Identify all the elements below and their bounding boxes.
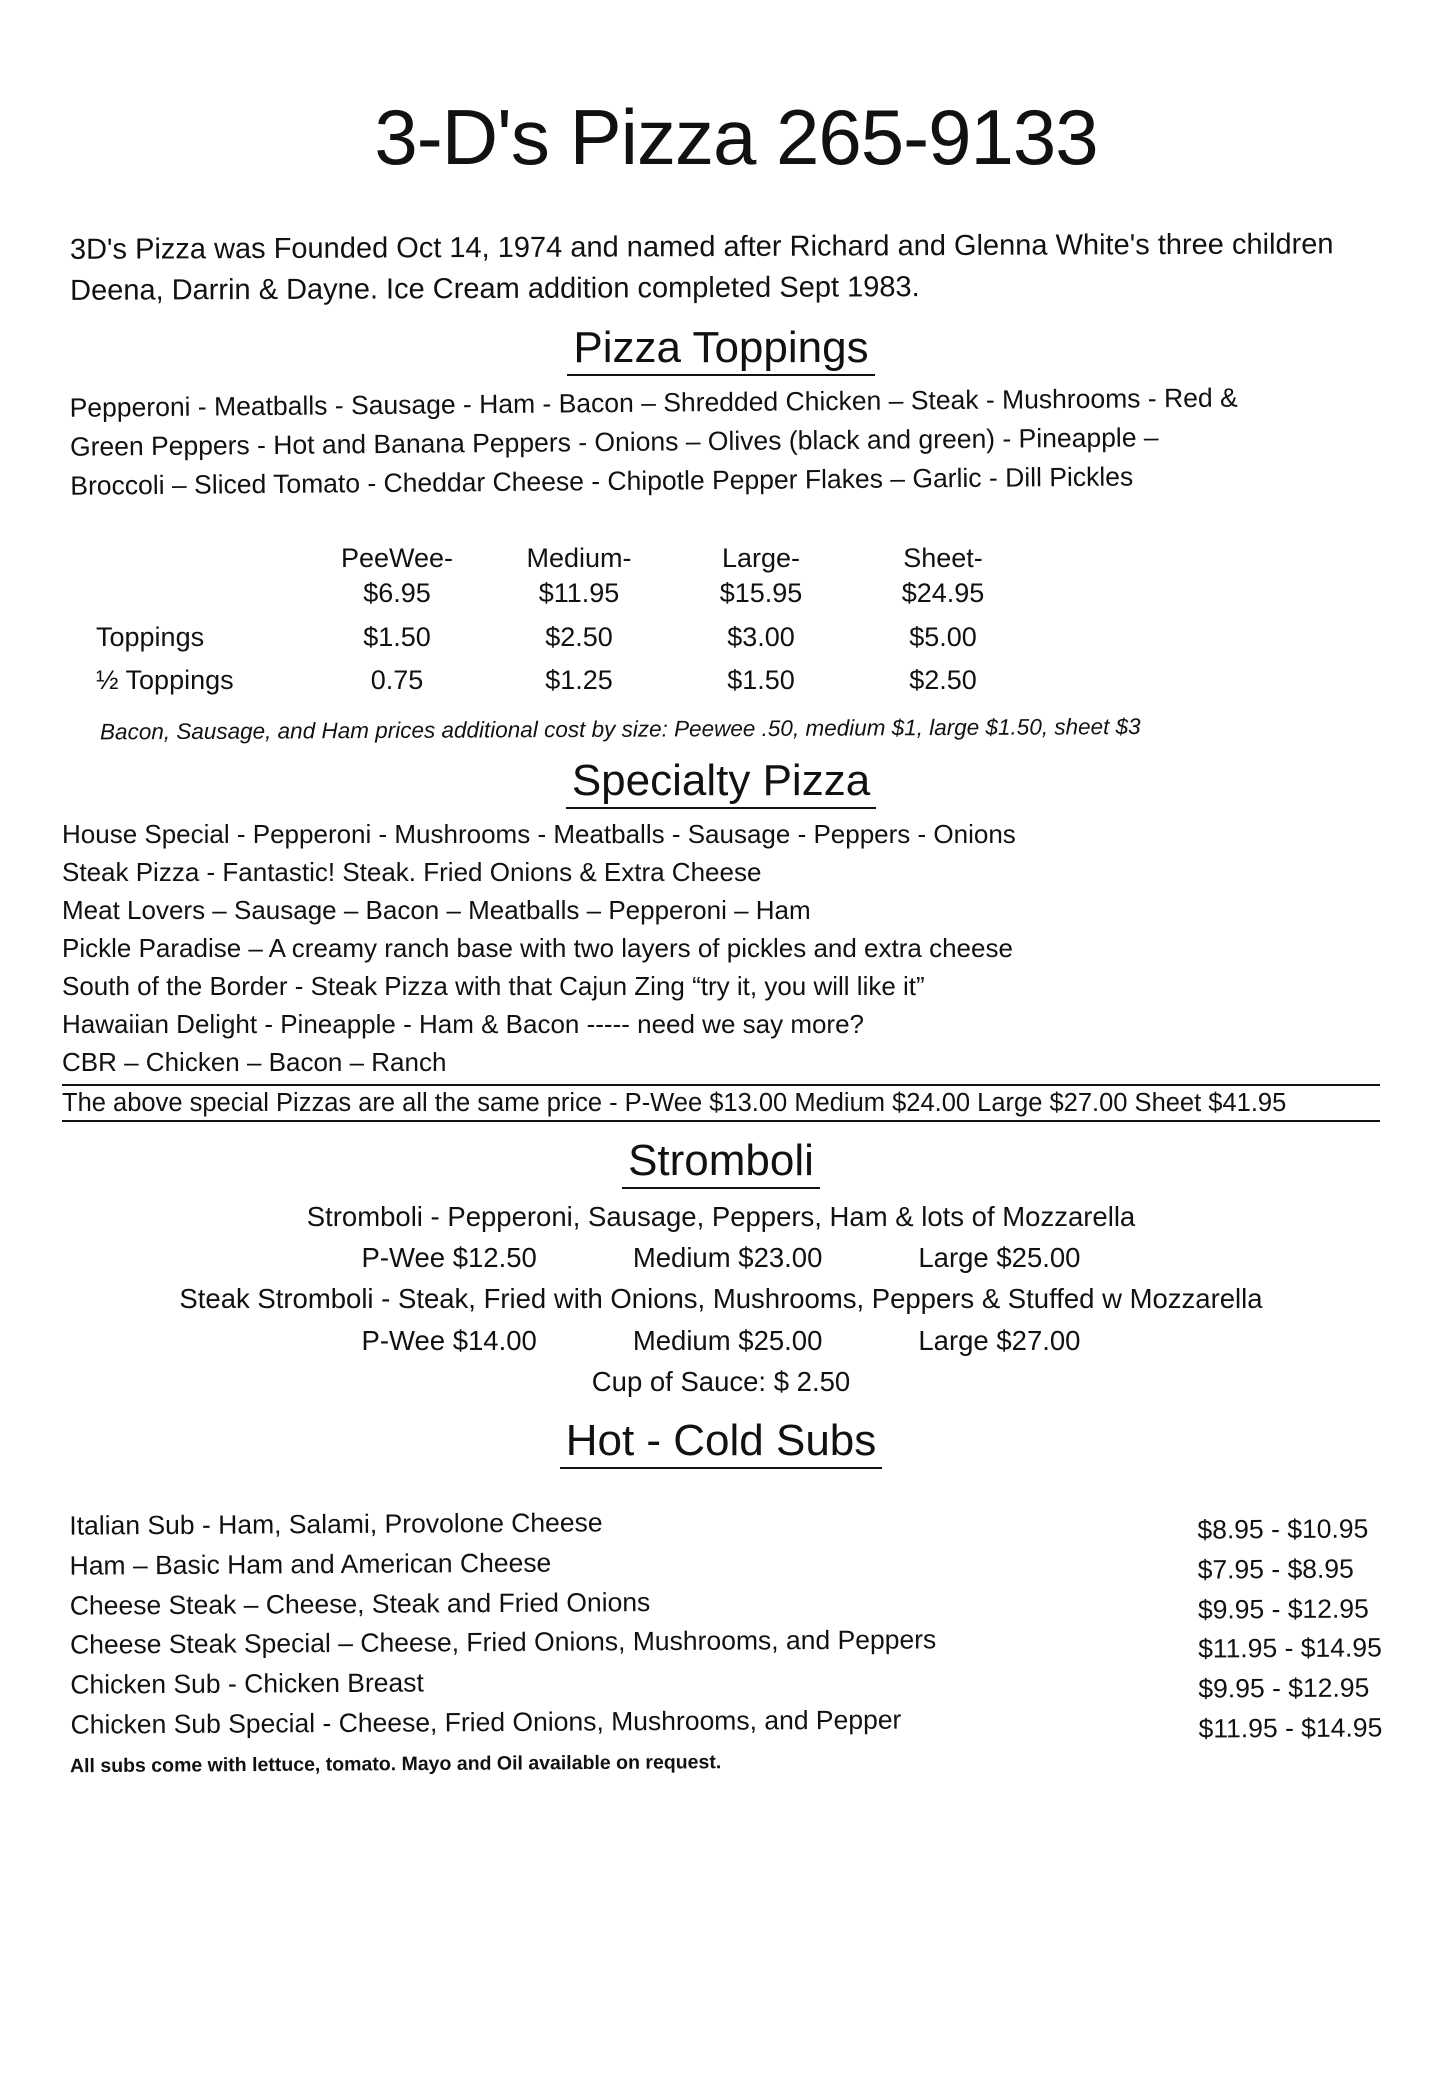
price-value: $7.95 - $8.95 xyxy=(1197,1553,1355,1585)
list-item: Meat Lovers – Sausage – Bacon – Meatballs – Pepperoni – Ham xyxy=(62,895,811,925)
list-item: CBR – Chicken – Bacon – Ranch xyxy=(62,1046,447,1077)
subs-name-column xyxy=(69,1501,937,1751)
cell-half-toppings-peewee: 0.75 xyxy=(370,665,424,696)
size-price: $15.95 xyxy=(719,577,803,608)
cup-of-sauce-price: Cup of Sauce: $ 2.50 xyxy=(591,1365,851,1397)
section-heading-hot-cold-subs-label: Hot - Cold Subs xyxy=(560,1416,883,1469)
stromboli-item-1-description: Stromboli - Pepperoni, Sausage, Peppers, Ham & lots of Mozzarella xyxy=(306,1200,1136,1232)
size-price: $11.95 xyxy=(538,577,620,608)
section-heading-specialty-pizza xyxy=(0,756,1442,806)
size-name: Large- xyxy=(721,543,801,573)
price-medium: Medium $23.00 xyxy=(632,1242,823,1274)
subs-footnote: All subs come with lettuce, tomato. Mayo and Oil available on request. xyxy=(69,1750,722,1777)
row-label-half-toppings: ½ Toppings xyxy=(96,665,234,696)
price-value: $11.95 - $14.95 xyxy=(1198,1632,1383,1664)
list-item: Steak Pizza - Fantastic! Steak. Fried Onions & Extra Cheese xyxy=(62,857,762,888)
cell-toppings-medium: $2.50 xyxy=(545,622,613,653)
menu-page xyxy=(0,92,1442,2092)
row-label-toppings: Toppings xyxy=(96,622,205,653)
toppings-line: Pepperoni - Meatballs - Sausage - Ham - Bacon – Shredded Chicken – Steak - Mushrooms - Red & xyxy=(69,382,1238,424)
table-row xyxy=(80,616,1034,659)
section-heading-pizza-toppings xyxy=(0,323,1442,373)
table-corner-cell xyxy=(80,535,306,616)
section-heading-hot-cold-subs xyxy=(0,1416,1442,1466)
price-value: $9.95 - $12.95 xyxy=(1198,1672,1370,1704)
list-item: Pickle Paradise – A creamy ranch base with two layers of pickles and extra cheese xyxy=(62,932,1013,963)
topping-surcharge-note: Bacon, Sausage, and Ham prices additional cost by size: Peewee .50, medium $1, large $1.50, sheet $3 xyxy=(99,714,1141,745)
price-value: $11.95 - $14.95 xyxy=(1198,1712,1383,1744)
section-heading-specialty-pizza-label: Specialty Pizza xyxy=(566,756,876,809)
size-name: Sheet- xyxy=(903,543,983,573)
size-header-peewee xyxy=(306,535,488,616)
price-value: $8.95 - $10.95 xyxy=(1197,1513,1369,1545)
size-name: PeeWee- xyxy=(340,543,454,573)
cell-half-toppings-large: $1.50 xyxy=(727,665,795,696)
size-price: $6.95 xyxy=(363,577,431,608)
list-item: Cheese Steak Special – Cheese, Fried Onions, Mushrooms, and Peppers xyxy=(70,1624,937,1660)
size-header-large xyxy=(670,535,852,616)
price-medium: Medium $25.00 xyxy=(632,1324,823,1356)
cell-half-toppings-sheet: $2.50 xyxy=(909,665,977,696)
list-item: Chicken Sub - Chicken Breast xyxy=(70,1667,424,1700)
list-item: South of the Border - Steak Pizza with that Cajun Zing “try it, you will like it” xyxy=(62,970,925,1001)
table-row xyxy=(80,659,1034,702)
list-item: Hawaiian Delight - Pineapple - Ham & Bacon ----- need we say more? xyxy=(62,1008,865,1039)
table-header-row xyxy=(80,535,1034,616)
price-value: $9.95 - $12.95 xyxy=(1198,1593,1370,1625)
specialty-price-note: The above special Pizzas are all the same price - P-Wee $13.00 Medium $24.00 Large $27.00 Sheet $41.95 xyxy=(62,1084,1380,1122)
size-price: $24.95 xyxy=(901,577,985,608)
price-peewee: P-Wee $12.50 xyxy=(361,1242,537,1274)
toppings-list xyxy=(70,378,1385,507)
intro-paragraph: 3D's Pizza was Founded Oct 14, 1974 and named after Richard and Glenna White's three children Deena, Darrin & Dayne. Ice Cream addition completed Sept 1983. xyxy=(69,228,1334,308)
price-peewee: P-Wee $14.00 xyxy=(361,1324,537,1356)
list-item: Italian Sub - Ham, Salami, Provolone Cheese xyxy=(69,1507,603,1541)
subs-price-column xyxy=(1198,1503,1383,1749)
section-heading-pizza-toppings-label: Pizza Toppings xyxy=(567,323,874,376)
toppings-line: Green Peppers - Hot and Banana Peppers - Onions – Olives (black and green) - Pineapple – xyxy=(69,422,1159,463)
cell-toppings-large: $3.00 xyxy=(727,622,795,653)
specialty-pizza-list xyxy=(62,816,1442,1082)
stromboli-item-1-prices xyxy=(0,1237,1442,1278)
page-title: 3-D's Pizza 265-9133 xyxy=(374,93,1098,181)
subs-section xyxy=(0,1504,1442,1749)
cell-toppings-peewee: $1.50 xyxy=(363,622,431,653)
cell-toppings-sheet: $5.00 xyxy=(909,622,977,653)
size-name: Medium- xyxy=(526,543,632,573)
stromboli-item-2-description: Steak Stromboli - Steak, Fried with Onions, Mushrooms, Peppers & Stuffed w Mozzarella xyxy=(179,1283,1263,1315)
list-item: Ham – Basic Ham and American Cheese xyxy=(69,1547,552,1581)
price-large: Large $27.00 xyxy=(918,1324,1081,1356)
pizza-price-table xyxy=(80,535,1034,702)
list-item: Chicken Sub Special - Cheese, Fried Onions, Mushrooms, and Pepper xyxy=(70,1704,902,1740)
stromboli-item-2-prices xyxy=(0,1320,1442,1361)
list-item: Cheese Steak – Cheese, Steak and Fried Onions xyxy=(69,1586,651,1621)
price-large: Large $25.00 xyxy=(918,1242,1081,1274)
cell-half-toppings-medium: $1.25 xyxy=(545,665,613,696)
toppings-line: Broccoli – Sliced Tomato - Cheddar Cheese - Chipotle Pepper Flakes – Garlic - Dill Pickles xyxy=(70,462,1134,502)
size-header-sheet xyxy=(852,535,1034,616)
section-heading-stromboli xyxy=(0,1136,1442,1186)
size-header-medium xyxy=(488,535,670,616)
section-heading-stromboli-label: Stromboli xyxy=(622,1136,820,1189)
list-item: House Special - Pepperoni - Mushrooms - Meatballs - Sausage - Peppers - Onions xyxy=(62,819,1016,850)
